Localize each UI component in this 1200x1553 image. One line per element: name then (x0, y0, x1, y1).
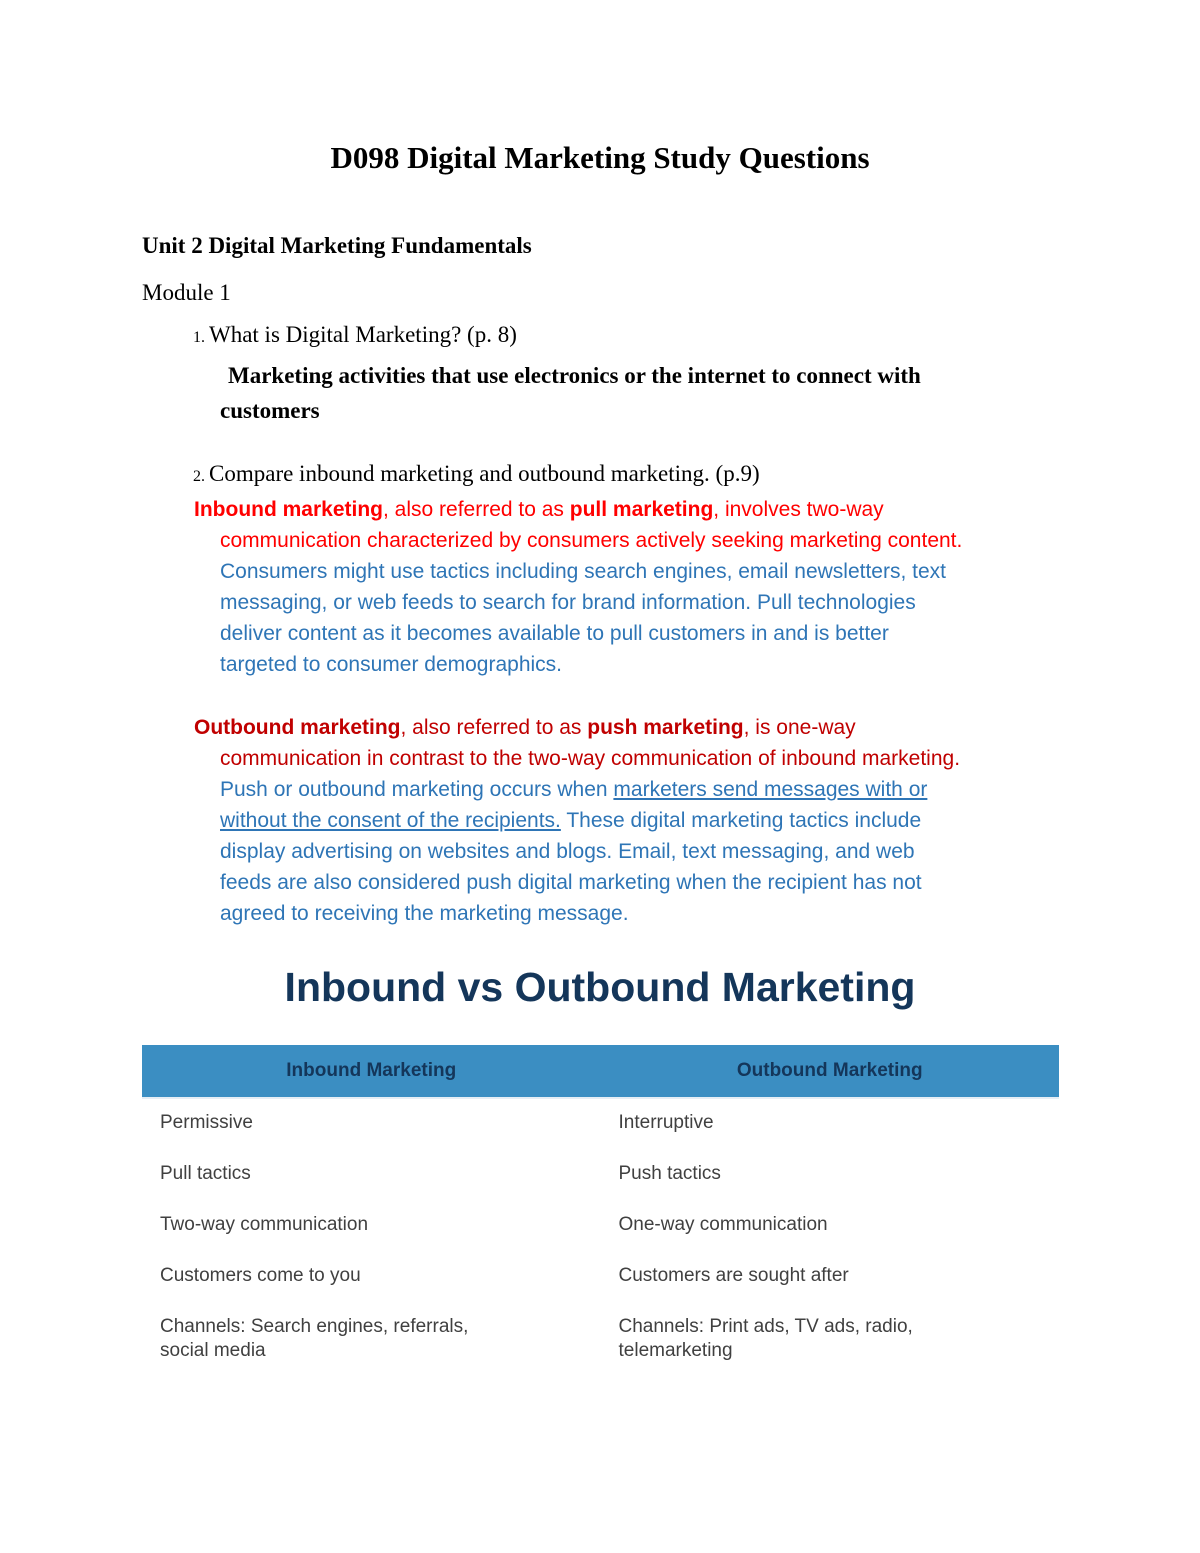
document-title: D098 Digital Marketing Study Questions (330, 140, 870, 175)
unit-heading: Unit 2 Digital Marketing Fundamentals (142, 233, 532, 258)
table-cell: Channels: Search engines, referrals, social media (160, 1316, 469, 1361)
table-title: Inbound vs Outbound Marketing (284, 964, 916, 1010)
answer-line: customers (220, 398, 320, 423)
question-number: 2. (193, 468, 205, 485)
answer-1 (220, 358, 1020, 428)
inbound-line: targeted to consumer demographics. (220, 653, 563, 676)
answer-line: Marketing activities that use electronics or the internet to connect with (228, 363, 921, 388)
header-outbound: Outbound Marketing (736, 1060, 923, 1081)
outbound-paragraph (194, 712, 1074, 929)
table-row (142, 1201, 1059, 1252)
inbound-paragraph (194, 494, 1074, 680)
inbound-text: , involves two-way (713, 498, 884, 521)
table-cell: Push tactics (618, 1163, 721, 1184)
question-1 (193, 322, 517, 348)
table-cell: Permissive (160, 1112, 253, 1133)
table-row (142, 1303, 1059, 1363)
comparison-table (142, 1045, 1059, 1363)
table-cell: Customers are sought after (618, 1265, 849, 1286)
table-row (142, 1150, 1059, 1201)
outbound-text: , is one-way (743, 716, 856, 739)
question-2 (193, 461, 760, 487)
push-term: push marketing (587, 716, 744, 739)
inbound-line: communication characterized by consumers actively seeking marketing content. (220, 529, 963, 552)
table-cell: Channels: Print ads, TV ads, radio, telemarketing (618, 1316, 913, 1361)
table-row (142, 1252, 1059, 1303)
table-cell: Two-way communication (160, 1214, 369, 1235)
underlined-text: marketers send messages with or (613, 778, 928, 801)
table-cell: Interruptive (618, 1112, 714, 1133)
inbound-line: Consumers might use tactics including search engines, email newsletters, text (220, 560, 946, 583)
question-text: What is Digital Marketing? (p. 8) (209, 322, 517, 347)
question-text: Compare inbound marketing and outbound marketing. (p.9) (209, 461, 760, 486)
outbound-text: Push or outbound marketing occurs when (220, 778, 614, 801)
inbound-line: deliver content as it becomes available to pull customers in and is better (220, 622, 889, 645)
table-row (142, 1099, 1059, 1150)
inbound-line: messaging, or web feeds to search for brand information. Pull technologies (220, 591, 916, 614)
outbound-text: , also referred to as (400, 716, 588, 739)
underlined-text: without the consent of the recipients. (220, 809, 561, 832)
pull-term: pull marketing (569, 498, 714, 521)
inbound-term: Inbound marketing (194, 498, 383, 521)
outbound-term: Outbound marketing (194, 716, 401, 739)
table-cell: One-way communication (618, 1214, 828, 1235)
header-inbound: Inbound Marketing (286, 1060, 457, 1081)
question-number: 1. (193, 329, 205, 346)
outbound-line: display advertising on websites and blogs. Email, text messaging, and web (220, 840, 915, 863)
outbound-line (194, 805, 1074, 836)
table-header (142, 1045, 1059, 1099)
module-heading: Module 1 (142, 280, 231, 305)
outbound-text: These digital marketing tactics include (560, 809, 922, 832)
outbound-line: agreed to receiving the marketing message. (220, 902, 629, 925)
table-cell: Customers come to you (160, 1265, 361, 1286)
inbound-text: , also referred to as (383, 498, 570, 521)
table-cell: Pull tactics (160, 1163, 251, 1184)
outbound-line: communication in contrast to the two-way communication of inbound marketing. (220, 747, 961, 770)
outbound-line (194, 774, 1074, 805)
outbound-line: feeds are also considered push digital marketing when the recipient has not (220, 871, 922, 894)
